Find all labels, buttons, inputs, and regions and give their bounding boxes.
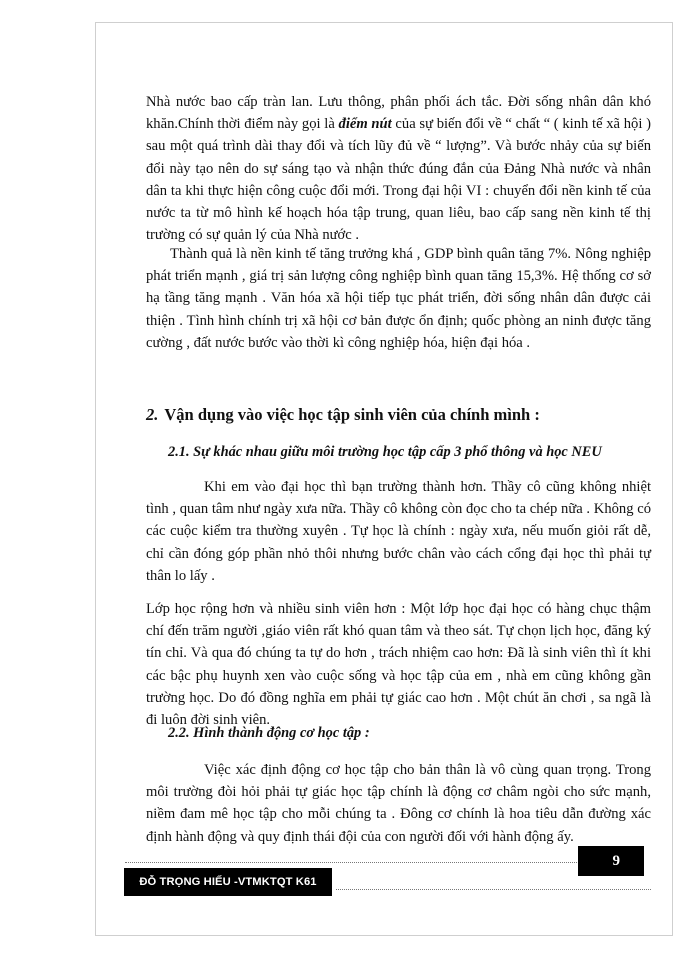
emphasis-diem-nut: điểm nút <box>338 116 392 133</box>
paragraph-lop-hoc: Lớp học rộng hơn và nhiều sinh viên hơn : Một lớp học đại học có hàng chục thậm chí đến trăm người ,giáo viên rất khó quan tâm và theo sát. Tự chọn lịch học, đăng ký tín chỉ. Và qua đó chúng ta tự do hơn , trách nhiệm cao hơn: Đã là sinh viên thì ít khi các bậc phụ huynh xen vào cuộc sống và học tập của em , nhà em cũng không gần trường học. Do đó đồng nghĩa em phải tự giác cao hơn . Một chút ăn chơi , sa ngã là đi luôn đời sinh viên. <box>146 601 651 729</box>
page-number: 9 <box>578 846 644 876</box>
paragraph-doi-moi <box>146 91 651 246</box>
section-title: Vận dụng vào việc học tập sinh viên của chính mình : <box>164 405 540 424</box>
paragraph-text: Nhà nước bao cấp tràn lan. Lưu thông, phân phối ách tắc. Đời sống nhân dân khó khăn.Chính thời điểm này gọi là <box>146 94 651 133</box>
paragraph-thanh-qua: Thành quả là nền kinh tế tăng trưởng khá , GDP bình quân tăng 7%. Nông nghiệp phát triển mạnh , giá trị sản lượng công nghiệp bình quan tăng 15,3%. Hệ thống cơ sở hạ tầng tăng mạnh . Văn hóa xã hội tiếp tục phát triển, đời sống nhân dân được cải thiện . Tình hình chính trị xã hội cơ bản được ổn định; quốc phòng an ninh được tăng cường , đất nước bước vào thời kì công nghiệp hóa, hiện đại hóa . <box>146 246 651 351</box>
footer-dotted-line <box>125 862 577 863</box>
section-heading-2 <box>146 405 666 425</box>
author-label: ĐỖ TRỌNG HIẾU -VTMKTQT K61 <box>124 868 332 896</box>
paragraph-text: của sự biến đổi về “ chất “ ( kinh tế xã hội ) sau một quá trình dài thay đổi và tích lũy đủ về “ lượng”. Và bước nhảy của sự biến đổi này tạo nên do sự sáng tạo và nhận thức đúng đắn của Đảng Nhà nước và nhân dân ta khi thực hiện công cuộc đổi mới. Trong đại hội VI : chuyển đổi nền kinh tế của nước ta từ mô hình kế hoạch hóa tập trung, quan liêu, bao cấp sang nền kinh tế thị trường có sự quản lý của Nhà nước . <box>146 116 651 244</box>
section-number: 2. <box>146 405 159 424</box>
subsection-heading-2-1: 2.1. Sự khác nhau giữu môi trường học tập cấp 3 phổ thông và học NEU <box>168 444 602 460</box>
subsection-heading-2-2: 2.2. Hình thành động cơ học tập : <box>168 725 370 741</box>
paragraph-dong-co: Việc xác định động cơ học tập cho bản thân là vô cùng quan trọng. Trong môi trường đòi hỏi phải tự giác học tập chính là động cơ châm ngòi cho sức mạnh, niềm đam mê học tập cho mỗi chúng ta . Đông cơ chính là hoa tiêu dẫn đường xác định hành động và quy định thái đội của con người đối với hành động ấy. <box>146 762 651 845</box>
footer-dotted-line <box>336 889 651 890</box>
paragraph-dai-hoc: Khi em vào đại học thì bạn trường thành hơn. Thầy cô cũng không nhiệt tình , quan tâm như ngày xưa nữa. Thầy cô không còn đọc cho ta chép nữa . Không có các cuộc kiểm tra thường xuyên . Tự học là chính : ngày xưa, nếu muốn giỏi rất dễ, chỉ cần đóng góp phần nhỏ thôi nhưng bước chân vào cách cổng đại học thì phải tự thân lo lấy . <box>146 479 651 584</box>
